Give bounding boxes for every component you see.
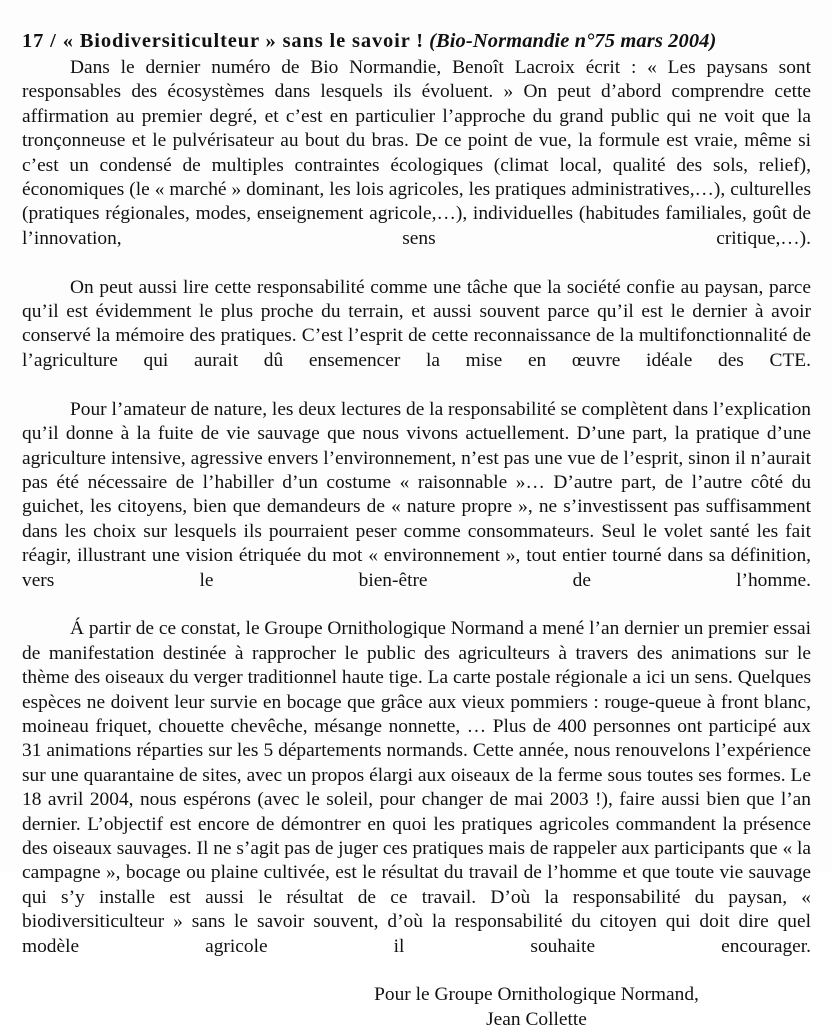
paragraph-1: Dans le dernier numéro de Bio Normandie, Benoît Lacroix écrit : « Les paysans sont responsables des écosystèmes dans lesquels ils évoluent. » On peut d’abord comprendre cette affirmation au premier degré, et c’est en particulier l’approche du grand public qui ne voit que la tronçonneuse et le pulvérisateur au bout du bras. De ce point de vue, la formule est vraie, même si c’est un condensé de multiples contraintes écologiques (climat local, qualité des sols, relief), économiques (le « marché » dominant, les lois agricoles, les pratiques administratives,…), culturelles (pratiques régionales, modes, enseignement agricole,…), individuelles (habitudes familiales, goût de l’innovation, sens critique,…). (22, 57, 811, 249)
article-title-main: 17 / « Biodiversiticulteur » sans le savoir ! (22, 30, 424, 52)
paragraph-4: Á partir de ce constat, le Groupe Ornithologique Normand a mené l’an dernier un premier essai de manifestation destinée à rapprocher le public des agriculteurs à travers des animations sur le thème des oiseaux du verger traditionnel haute tige. La carte postale régionale a ici un sens. Quelques espèces ne doivent leur survie en bocage que grâce aux vieux pommiers : rouge-queue à front blanc, moineau friquet, chouette chevêche, mésange nonnette, … Plus de 400 personnes ont participé aux 31 animations réparties sur les 5 départements normands. Cette année, nous renouvelons l’expérience sur une quarantaine de sites, avec un propos élargi aux oiseaux de la ferme sous toutes ses formes. Le 18 avril 2004, nous espérons (avec le soleil, pour changer de mai 2003 !), faire aussi bien que l’an dernier. L’objectif est encore de démontrer en quoi les pratiques agricoles commandent la présence des oiseaux sauvages. Il ne s’agit pas de juger ces pratiques mais de rappeler aux participants que « la campagne », bocage ou plaine cultivée, est le résultat du travail de l’homme et que toute vie sauvage qui s’y installe est aussi le résultat de ce travail. D’où la responsabilité du paysan, « biodiversiticulteur » sans le savoir souvent, d’où la responsabilité du citoyen qui doit dire quel modèle agricole il souhaite encourager. (22, 618, 811, 957)
signature-block (22, 983, 811, 1032)
article-body (22, 56, 811, 983)
article-title (22, 28, 811, 54)
paragraph-3: Pour l’amateur de nature, les deux lectures de la responsabilité se complètent dans l’explication qu’il donne à la fuite de vie sauvage que nous vivons actuellement. D’une part, la pratique d’une agriculture intensive, agressive envers l’environnement, n’est pas une vue de l’esprit, sinon il n’aurait pas été nécessaire de l’habiller d’un costume « raisonnable »… D’autre part, de l’autre côté du guichet, les citoyens, bien que demandeurs de « nature propre », ne s’investissent pas suffisamment dans les choix sur lesquels ils pourraient peser comme consommateurs. Seul le volet santé les fait réagir, illustrant une vision étriquée du mot « environnement », tout entier tourné dans sa définition, vers le bien-être de l’homme. (22, 398, 811, 591)
signature-organisation: Pour le Groupe Ornithologique Normand, (374, 984, 699, 1006)
article-title-reference: (Bio-Normandie n°75 mars 2004) (429, 30, 717, 52)
article-content (22, 28, 811, 1032)
signature-author: Jean Collette (486, 1008, 587, 1030)
paragraph-2: On peut aussi lire cette responsabilité comme une tâche que la société confie au paysan, parce qu’il est évidemment le plus proche du terrain, et aussi souvent parce qu’il est le dernier à avoir conservé la mémoire des pratiques. C’est l’esprit de cette reconnaissance de la multifonctionnalité de l’agriculture qui aurait dû ensemencer la mise en œuvre idéale des CTE. (22, 276, 811, 371)
